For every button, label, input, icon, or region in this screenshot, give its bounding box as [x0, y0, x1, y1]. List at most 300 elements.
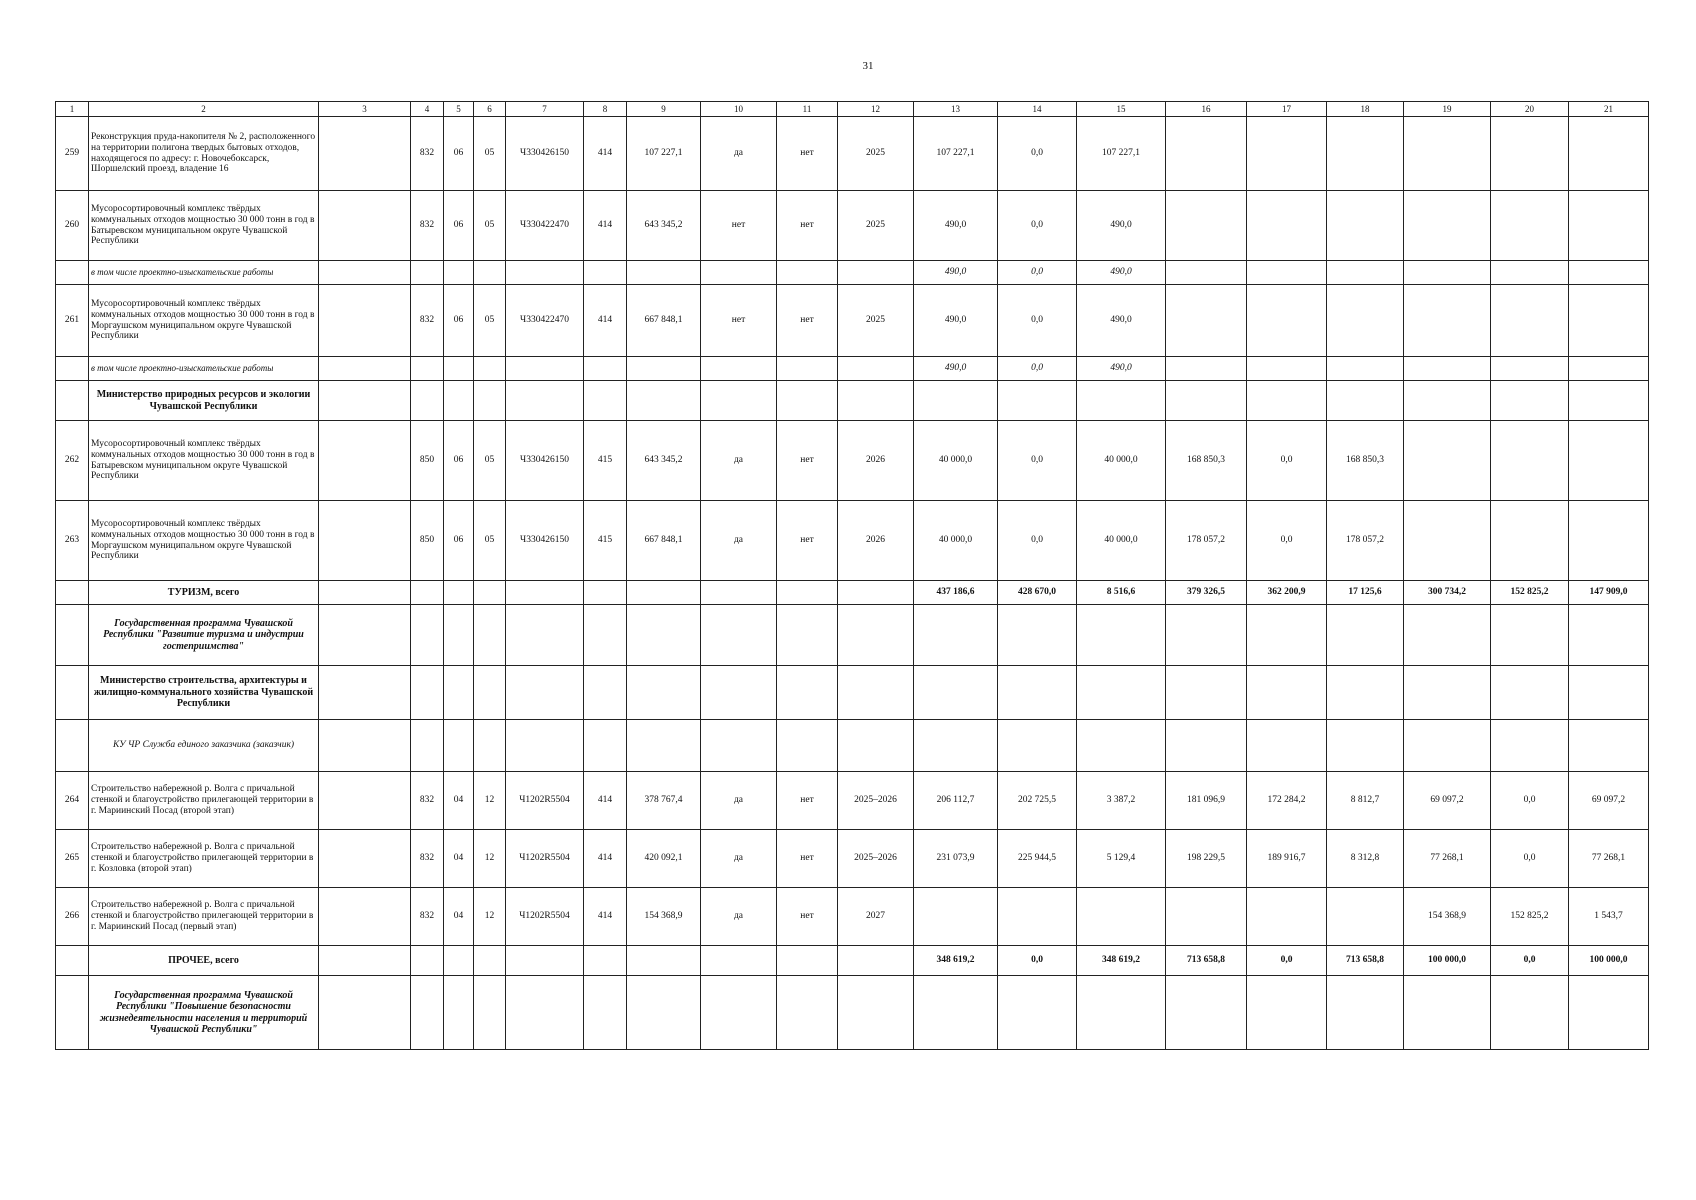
table-cell: 04: [444, 888, 474, 946]
column-number: 17: [1247, 102, 1327, 117]
table-cell: Ч330422470: [506, 285, 584, 357]
table-cell: 414: [584, 888, 627, 946]
table-cell: [914, 666, 998, 720]
table-cell: [1077, 720, 1166, 772]
table-cell: [584, 976, 627, 1050]
table-cell: [701, 605, 777, 666]
table-cell: Ч1202R5504: [506, 888, 584, 946]
row-number: 265: [56, 830, 89, 888]
table-cell: [1569, 720, 1649, 772]
table-cell: [319, 720, 411, 772]
table-cell: Ч330422470: [506, 191, 584, 261]
table-cell: [777, 946, 838, 976]
table-cell: [1491, 720, 1569, 772]
table-cell: да: [701, 421, 777, 501]
table-cell: [1327, 381, 1404, 421]
table-cell: 206 112,7: [914, 772, 998, 830]
table-cell: [627, 976, 701, 1050]
table-cell: [506, 605, 584, 666]
table-cell: 40 000,0: [1077, 501, 1166, 581]
table-cell: [474, 720, 506, 772]
column-number: 16: [1166, 102, 1247, 117]
table-cell: [701, 946, 777, 976]
row-number: 260: [56, 191, 89, 261]
table-cell: 414: [584, 830, 627, 888]
row-number: 259: [56, 117, 89, 191]
table-cell: 40 000,0: [914, 501, 998, 581]
row-number: 266: [56, 888, 89, 946]
table-cell: 04: [444, 772, 474, 830]
table-cell: [506, 976, 584, 1050]
table-cell: [838, 976, 914, 1050]
table-cell: [319, 357, 411, 381]
table-cell: [1404, 191, 1491, 261]
table-cell: [1569, 421, 1649, 501]
table-cell: [584, 605, 627, 666]
table-cell: 420 092,1: [627, 830, 701, 888]
table-cell: [444, 720, 474, 772]
table-cell: 8 516,6: [1077, 581, 1166, 605]
table-cell: [411, 720, 444, 772]
table-cell: [1491, 381, 1569, 421]
table-cell: [319, 888, 411, 946]
column-number: 7: [506, 102, 584, 117]
table-cell: нет: [777, 191, 838, 261]
table-cell: 40 000,0: [914, 421, 998, 501]
table-cell: 0,0: [998, 117, 1077, 191]
table-cell: 850: [411, 421, 444, 501]
table-cell: [411, 261, 444, 285]
table-cell: 100 000,0: [1569, 946, 1649, 976]
table-cell: Ч1202R5504: [506, 830, 584, 888]
column-number: 18: [1327, 102, 1404, 117]
table-cell: 152 825,2: [1491, 888, 1569, 946]
row-title: Мусоросортировочный комплекс твёрдых коммунальных отходов мощностью 30 000 тонн в год в Моргаушском муниципальном округе Чувашской Республики: [89, 285, 319, 357]
table-cell: [506, 261, 584, 285]
table-cell: [1491, 666, 1569, 720]
table-cell: [1404, 501, 1491, 581]
table-cell: [444, 666, 474, 720]
table-cell: [506, 946, 584, 976]
table-cell: 05: [474, 117, 506, 191]
table-cell: 69 097,2: [1569, 772, 1649, 830]
table-cell: [319, 381, 411, 421]
row-number: [56, 581, 89, 605]
table-cell: [1247, 117, 1327, 191]
table-cell: 0,0: [998, 191, 1077, 261]
table-cell: 107 227,1: [627, 117, 701, 191]
table-cell: [319, 581, 411, 605]
table-cell: [1491, 191, 1569, 261]
table-cell: [1247, 261, 1327, 285]
table-cell: 77 268,1: [1404, 830, 1491, 888]
row-title: в том числе проектно-изыскательские работы: [89, 261, 319, 285]
table-cell: 2025: [838, 191, 914, 261]
table-cell: [1491, 285, 1569, 357]
table-cell: [1166, 357, 1247, 381]
table-cell: 414: [584, 117, 627, 191]
row-title: Строительство набережной р. Волга с причальной стенкой и благоустройство прилегающей территории в г. Мариинский Посад (второй этап): [89, 772, 319, 830]
table-cell: 04: [444, 830, 474, 888]
table-cell: [1491, 976, 1569, 1050]
table-cell: 437 186,6: [914, 581, 998, 605]
table-cell: 0,0: [998, 946, 1077, 976]
table-cell: [701, 581, 777, 605]
table-cell: [1569, 666, 1649, 720]
table-cell: 0,0: [998, 501, 1077, 581]
table-cell: [1247, 381, 1327, 421]
table-cell: [914, 605, 998, 666]
table-cell: [998, 381, 1077, 421]
table-cell: 348 619,2: [1077, 946, 1166, 976]
table-cell: 667 848,1: [627, 285, 701, 357]
table-cell: 178 057,2: [1166, 501, 1247, 581]
table-cell: [1166, 888, 1247, 946]
table-cell: [777, 581, 838, 605]
table-cell: [584, 261, 627, 285]
table-cell: 178 057,2: [1327, 501, 1404, 581]
table-cell: [474, 666, 506, 720]
table-cell: 0,0: [1491, 830, 1569, 888]
table-cell: [1491, 421, 1569, 501]
table-cell: 152 825,2: [1491, 581, 1569, 605]
table-row: [56, 421, 1649, 501]
table-cell: 832: [411, 285, 444, 357]
table-cell: 2027: [838, 888, 914, 946]
table-row: [56, 357, 1649, 381]
table-cell: 0,0: [1247, 421, 1327, 501]
row-number: [56, 720, 89, 772]
table-cell: 643 345,2: [627, 421, 701, 501]
table-cell: 0,0: [998, 357, 1077, 381]
table-row: [56, 720, 1649, 772]
table-cell: [319, 117, 411, 191]
table-cell: [1327, 666, 1404, 720]
table-cell: 2025: [838, 285, 914, 357]
table-cell: нет: [777, 888, 838, 946]
table-cell: да: [701, 117, 777, 191]
table-cell: 198 229,5: [1166, 830, 1247, 888]
table-cell: да: [701, 772, 777, 830]
table-cell: [1569, 261, 1649, 285]
column-number: 4: [411, 102, 444, 117]
column-number: 13: [914, 102, 998, 117]
table-cell: [1327, 117, 1404, 191]
table-cell: [411, 605, 444, 666]
table-cell: [319, 772, 411, 830]
table-cell: да: [701, 888, 777, 946]
table-cell: [411, 581, 444, 605]
table-cell: [1327, 720, 1404, 772]
row-title: Строительство набережной р. Волга с причальной стенкой и благоустройство прилегающей территории в г. Козловка (второй этап): [89, 830, 319, 888]
table-cell: 107 227,1: [914, 117, 998, 191]
table-cell: 0,0: [1247, 946, 1327, 976]
table-cell: 0,0: [998, 261, 1077, 285]
table-cell: [444, 581, 474, 605]
row-title: Строительство набережной р. Волга с причальной стенкой и благоустройство прилегающей территории в г. Мариинский Посад (первый этап): [89, 888, 319, 946]
table-cell: [998, 976, 1077, 1050]
table-cell: [474, 605, 506, 666]
table-cell: 490,0: [1077, 191, 1166, 261]
table-cell: [444, 357, 474, 381]
table-cell: 8 312,8: [1327, 830, 1404, 888]
table-cell: 0,0: [998, 421, 1077, 501]
column-number: 19: [1404, 102, 1491, 117]
table-cell: [1491, 605, 1569, 666]
column-number: 8: [584, 102, 627, 117]
table-cell: [777, 720, 838, 772]
table-cell: 8 812,7: [1327, 772, 1404, 830]
table-cell: [914, 976, 998, 1050]
table-cell: [1247, 976, 1327, 1050]
table-cell: 300 734,2: [1404, 581, 1491, 605]
table-cell: [838, 581, 914, 605]
table-cell: [1404, 117, 1491, 191]
column-number: 11: [777, 102, 838, 117]
table-cell: [1491, 261, 1569, 285]
table-cell: 0,0: [1247, 501, 1327, 581]
table-cell: [777, 605, 838, 666]
table-cell: 12: [474, 830, 506, 888]
table-cell: Ч1202R5504: [506, 772, 584, 830]
table-cell: [319, 830, 411, 888]
table-cell: 490,0: [914, 357, 998, 381]
table-row: [56, 976, 1649, 1050]
column-number: 9: [627, 102, 701, 117]
column-number: 3: [319, 102, 411, 117]
table-cell: [1569, 501, 1649, 581]
table-cell: [701, 666, 777, 720]
table-cell: 147 909,0: [1569, 581, 1649, 605]
table-cell: 0,0: [1491, 946, 1569, 976]
table-row: [56, 666, 1649, 720]
header-row: [56, 102, 1649, 117]
table-cell: [627, 581, 701, 605]
table-cell: 428 670,0: [998, 581, 1077, 605]
table-row: [56, 117, 1649, 191]
table-cell: 06: [444, 285, 474, 357]
table-cell: [506, 666, 584, 720]
table-cell: [627, 946, 701, 976]
table-cell: 490,0: [1077, 357, 1166, 381]
table-cell: 05: [474, 285, 506, 357]
column-number: 20: [1491, 102, 1569, 117]
table-cell: 713 658,8: [1327, 946, 1404, 976]
table-cell: [1404, 381, 1491, 421]
column-number: 10: [701, 102, 777, 117]
table-cell: [506, 581, 584, 605]
table-cell: 40 000,0: [1077, 421, 1166, 501]
table-cell: [1166, 720, 1247, 772]
table-cell: [1166, 285, 1247, 357]
table-cell: 415: [584, 501, 627, 581]
table-cell: [1404, 261, 1491, 285]
table-cell: [1569, 381, 1649, 421]
table-cell: [474, 976, 506, 1050]
table-cell: 172 284,2: [1247, 772, 1327, 830]
table-cell: Ч330426150: [506, 117, 584, 191]
table-cell: [1166, 117, 1247, 191]
row-number: [56, 946, 89, 976]
table-cell: 77 268,1: [1569, 830, 1649, 888]
table-cell: 3 387,2: [1077, 772, 1166, 830]
page-number: 31: [862, 60, 874, 72]
table-cell: 12: [474, 888, 506, 946]
table-cell: [627, 720, 701, 772]
table-cell: [584, 357, 627, 381]
table-cell: 414: [584, 285, 627, 357]
table-cell: [411, 976, 444, 1050]
table-cell: [701, 357, 777, 381]
row-number: [56, 381, 89, 421]
table-row: [56, 605, 1649, 666]
row-number: [56, 666, 89, 720]
table-cell: 0,0: [1491, 772, 1569, 830]
table-cell: [1166, 605, 1247, 666]
table-cell: 06: [444, 191, 474, 261]
table-cell: [914, 888, 998, 946]
column-number: 12: [838, 102, 914, 117]
table-cell: [627, 381, 701, 421]
table-cell: [998, 888, 1077, 946]
table-row: [56, 888, 1649, 946]
table-cell: [319, 946, 411, 976]
table-row: [56, 581, 1649, 605]
row-number: [56, 357, 89, 381]
table-cell: 225 944,5: [998, 830, 1077, 888]
table-cell: [584, 720, 627, 772]
table-cell: 0,0: [998, 285, 1077, 357]
table-cell: [701, 720, 777, 772]
table-cell: [1404, 421, 1491, 501]
table-cell: 362 200,9: [1247, 581, 1327, 605]
table-cell: 202 725,5: [998, 772, 1077, 830]
table-cell: [411, 381, 444, 421]
row-title: КУ ЧР Служба единого заказчика (заказчик): [89, 720, 319, 772]
table-cell: [1491, 501, 1569, 581]
table-cell: [1404, 976, 1491, 1050]
table-cell: [584, 666, 627, 720]
table-cell: [474, 581, 506, 605]
table-cell: [701, 261, 777, 285]
table-cell: [444, 261, 474, 285]
table-cell: [838, 946, 914, 976]
table-cell: [444, 605, 474, 666]
table-cell: 414: [584, 772, 627, 830]
table-cell: [838, 357, 914, 381]
row-title: Министерство природных ресурсов и экологии Чувашской Республики: [89, 381, 319, 421]
table-cell: [474, 381, 506, 421]
table-cell: 2026: [838, 501, 914, 581]
table-cell: [506, 357, 584, 381]
table-cell: [777, 976, 838, 1050]
table-cell: [1569, 117, 1649, 191]
table-cell: [1077, 381, 1166, 421]
table-cell: 490,0: [1077, 261, 1166, 285]
table-cell: [444, 946, 474, 976]
table-cell: [1247, 605, 1327, 666]
table-cell: 378 767,4: [627, 772, 701, 830]
row-title: Реконструкция пруда-накопителя № 2, расположенного на территории полигона твердых бытовых отходов, находящегося по адресу: г. Новочебоксарск, Шоршелский проезд, владение 16: [89, 117, 319, 191]
row-number: 261: [56, 285, 89, 357]
table-cell: [1569, 285, 1649, 357]
table-cell: [1077, 666, 1166, 720]
table-row: [56, 501, 1649, 581]
table-cell: [914, 381, 998, 421]
table-cell: [627, 261, 701, 285]
table-cell: 06: [444, 117, 474, 191]
table-cell: [838, 381, 914, 421]
table-cell: [474, 357, 506, 381]
table-cell: [777, 666, 838, 720]
table-cell: 168 850,3: [1166, 421, 1247, 501]
table-cell: [444, 381, 474, 421]
column-number: 15: [1077, 102, 1166, 117]
table-cell: 490,0: [914, 285, 998, 357]
table-cell: [1327, 261, 1404, 285]
column-number: 6: [474, 102, 506, 117]
row-title: Мусоросортировочный комплекс твёрдых коммунальных отходов мощностью 30 000 тонн в год в Моргаушском муниципальном округе Чувашской Республики: [89, 501, 319, 581]
table-cell: [411, 946, 444, 976]
row-title: Государственная программа Чувашской Республики "Развитие туризма и индустрии гостеприимства": [89, 605, 319, 666]
table-cell: [411, 666, 444, 720]
table-cell: [838, 605, 914, 666]
table-row: [56, 261, 1649, 285]
table-cell: [1569, 191, 1649, 261]
table-cell: [1404, 605, 1491, 666]
table-cell: [777, 381, 838, 421]
table-cell: 2026: [838, 421, 914, 501]
table-cell: 832: [411, 830, 444, 888]
table-cell: 850: [411, 501, 444, 581]
table-cell: [1327, 976, 1404, 1050]
table-cell: [1077, 605, 1166, 666]
table-cell: 1 543,7: [1569, 888, 1649, 946]
table-cell: нет: [701, 285, 777, 357]
table-cell: [1166, 976, 1247, 1050]
table-cell: [1327, 605, 1404, 666]
table-cell: [319, 191, 411, 261]
table-cell: [1077, 888, 1166, 946]
table-cell: [1247, 285, 1327, 357]
table-cell: [1404, 720, 1491, 772]
table-cell: Ч330426150: [506, 421, 584, 501]
row-number: 263: [56, 501, 89, 581]
table-cell: 06: [444, 501, 474, 581]
table-cell: [1404, 285, 1491, 357]
table-cell: [1166, 261, 1247, 285]
table-cell: 231 073,9: [914, 830, 998, 888]
table-cell: нет: [777, 421, 838, 501]
table-cell: [701, 381, 777, 421]
table-cell: 17 125,6: [1327, 581, 1404, 605]
table-cell: [1404, 357, 1491, 381]
table-cell: [627, 666, 701, 720]
row-title: Мусоросортировочный комплекс твёрдых коммунальных отходов мощностью 30 000 тонн в год в Батыревском муниципальном округе Чувашской Республики: [89, 191, 319, 261]
table-cell: 832: [411, 117, 444, 191]
table-cell: 643 345,2: [627, 191, 701, 261]
column-number: 21: [1569, 102, 1649, 117]
table-cell: 667 848,1: [627, 501, 701, 581]
table-cell: [1404, 666, 1491, 720]
table-row: [56, 830, 1649, 888]
table-cell: 379 326,5: [1166, 581, 1247, 605]
table-cell: нет: [777, 501, 838, 581]
row-number: [56, 261, 89, 285]
table-cell: [1247, 191, 1327, 261]
table-cell: [914, 720, 998, 772]
table-cell: [319, 976, 411, 1050]
